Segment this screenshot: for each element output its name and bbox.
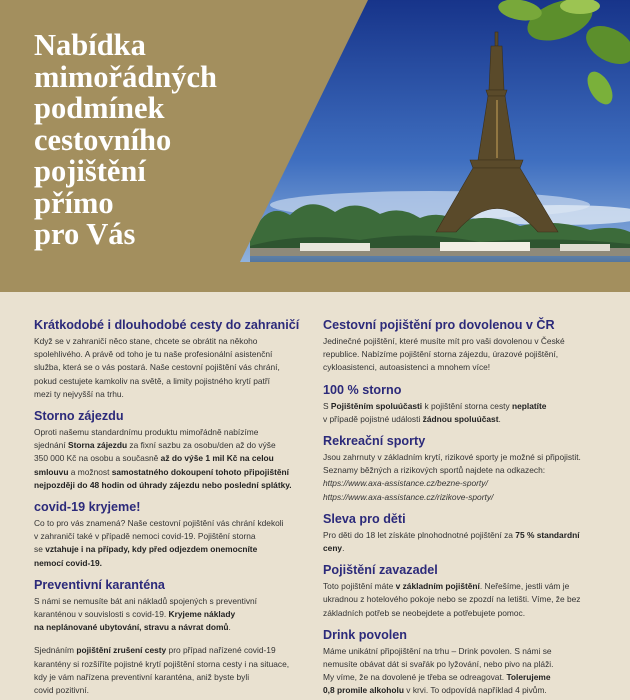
text-segment: nemusíte obávat dát si svařák po lyžování, nebo pivo na pláži.: [323, 659, 554, 670]
text-segment: .: [228, 622, 231, 633]
section: [34, 578, 304, 635]
text-segment: kdy je vám nařízena preventivní karanténa, aniž byste byli: [34, 671, 250, 682]
text-segment: Storna zájezdu: [68, 440, 128, 451]
text-segment: žádnou spoluúčast: [422, 413, 499, 424]
text-segment: karantény si rozšíříte pojistné krytí pojištění storna cesty i na situace,: [34, 658, 290, 669]
text-segment: k pojištění storna cesty: [422, 400, 512, 411]
text-segment: cykloasistenci, autoasistenci a mnohem více!: [323, 362, 491, 373]
section: [34, 318, 304, 401]
section: [34, 409, 304, 492]
text-segment: spolehlivého. A právě od toho je tu naše profesionální asistenční: [34, 349, 273, 360]
text-segment: 75 % standardní: [515, 529, 580, 540]
text-segment: nejpozději do 48 hodin od úhrady zájezdu nebo poslední splátky.: [34, 479, 292, 490]
section-title: 100 % storno: [323, 382, 402, 397]
text-segment: republice. Nabízíme pojištění storna zájezdu, úrazové pojištění,: [323, 349, 559, 360]
section-title: Storno zájezdu: [34, 409, 124, 424]
section-title: Pojištění zavazadel: [323, 563, 438, 578]
text-segment: vztahuje i na případy, kdy před odjezdem onemocníte: [45, 544, 258, 555]
link-text[interactable]: https://www.axa-assistance.cz/rizikove-sporty/: [323, 491, 494, 502]
text-segment: . Neřešíme, jestli vám je: [479, 581, 570, 592]
section: [323, 318, 603, 375]
section: [323, 563, 603, 620]
hero-title: [34, 30, 254, 251]
text-segment: Když se v zahraničí něco stane, chcete se obrátit na někoho: [34, 336, 258, 346]
hero-title-line: pro Vás: [34, 217, 136, 251]
right-column: [323, 318, 603, 700]
hero-title-line: pojištění: [34, 154, 146, 188]
section-title: Preventivní karanténa: [34, 577, 165, 592]
text-segment: pro případ nařízené covid-19: [166, 645, 276, 656]
section-text: [323, 529, 603, 555]
hero-title-line: přímo: [34, 185, 114, 220]
section: [34, 644, 304, 697]
text-segment: na neplánované ubytování, stravu a návrat domů: [34, 622, 229, 633]
text-segment: Pojištěním spoluúčasti: [330, 400, 423, 411]
text-segment: ceny: [323, 543, 343, 554]
text-segment: Tolerujeme: [506, 672, 551, 683]
text-segment: nemocí covid-19.: [34, 557, 102, 568]
section-text: [323, 645, 603, 698]
section-text: [34, 426, 304, 492]
text-segment: My víme, že na dovolené je třeba se odreagovat.: [323, 672, 507, 683]
section-text: [323, 451, 603, 504]
text-segment: .: [342, 543, 345, 554]
text-segment: Pro děti do 18 let získáte plnohodnotné pojištění za: [323, 529, 516, 540]
section-title: covid-19 kryjeme!: [34, 500, 141, 515]
text-segment: Jedinečné pojištění, které musíte mít pro vaši dovolenou v České: [323, 336, 565, 346]
hero-banner: [0, 0, 630, 292]
text-segment: 350 000 Kč na osobu a současně: [34, 453, 161, 464]
left-column: [34, 318, 304, 700]
hero-title-line: mimořádných: [34, 59, 217, 94]
text-segment: pokud cestujete kamkoliv na světě, a limity pojistného krytí patří: [34, 375, 271, 386]
text-segment: S námi se nemusíte bát ani nákladů spojených s preventivní: [34, 595, 257, 606]
text-segment: Seznamy běžných a rizikových sportů najdete na odkazech:: [323, 465, 546, 476]
text-segment: S: [323, 400, 331, 411]
section-title: Krátkodobé i dlouhodobé cesty do zahraničí: [34, 318, 300, 332]
text-segment: Oproti našemu standardnímu produktu mimořádně nabízíme: [34, 427, 259, 438]
section-text: [323, 400, 603, 426]
hero-title-line: cestovního: [34, 122, 172, 157]
text-segment: se: [34, 544, 46, 555]
text-segment: neplatíte: [511, 400, 547, 411]
section: [323, 512, 603, 555]
text-segment: Kryjeme náklady: [168, 609, 236, 620]
text-segment: v základním pojištění: [395, 581, 480, 592]
text-segment: samostatného dokoupení tohoto připojištění: [111, 466, 290, 477]
section-text: [323, 580, 603, 620]
section: [323, 628, 603, 698]
text-segment: Toto pojištění máte: [323, 581, 396, 592]
section-title: Drink povolen: [323, 627, 407, 642]
hero-title-line: Nabídka: [34, 28, 146, 62]
text-segment: mezi ty nejvyšší na trhu.: [34, 388, 124, 399]
text-segment: Sjednáním: [34, 645, 77, 656]
link-text[interactable]: https://www.axa-assistance.cz/bezne-sporty/: [323, 478, 488, 489]
text-segment: sjednání: [34, 440, 68, 451]
hero-title-line: podmínek: [34, 91, 165, 125]
section-text: [34, 644, 304, 697]
text-segment: pojištění zrušení cesty: [76, 645, 167, 656]
text-segment: ukradnou z hotelového pokoje nebo se zpozdí na letišti. Víme, že bez: [323, 594, 581, 605]
text-segment: základních potřeb se neobejdete a potřebujete pomoc.: [323, 607, 526, 618]
section-text: [34, 335, 304, 401]
section-title: Cestovní pojištění pro dovolenou v ČR: [323, 318, 555, 332]
text-segment: Máme unikátní připojištění na trhu – Drink povolen. S námi se: [323, 645, 552, 656]
text-segment: Co to pro vás znamená? Naše cestovní pojištění vás chrání kdekoli: [34, 518, 284, 529]
text-segment: v zahraničí také v případě nemoci covid-19. Pojištění storna: [34, 531, 256, 542]
section: [323, 434, 603, 504]
text-segment: v případě pojistné události: [323, 413, 423, 424]
text-segment: služba, která se o vás postará. Naše cestovní pojištění vás chrání,: [34, 362, 280, 373]
section-text: [323, 335, 603, 375]
section-title: Rekreační sporty: [323, 434, 426, 449]
text-segment: covid pozitivní.: [34, 685, 89, 696]
text-segment: Jsou zahrnuty v základním krytí, rizikové sporty je možné si připojistit.: [323, 452, 581, 463]
section-title: Sleva pro děti: [323, 511, 406, 526]
text-segment: .: [498, 413, 501, 424]
text-segment: smlouvu: [34, 466, 69, 477]
text-segment: a možnost: [68, 466, 112, 477]
section: [323, 383, 603, 426]
text-segment: až do výše 1 mil Kč na celou: [160, 453, 274, 464]
section-text: [34, 517, 304, 570]
text-segment: v krvi. To odpovídá například 4 pivům.: [403, 685, 547, 696]
text-segment: karanténou v souvislosti s covid-19.: [34, 609, 169, 620]
section: [34, 500, 304, 570]
text-segment: za fixní sazbu za osobu/den až do výše: [127, 440, 276, 451]
text-segment: 0,8 promile alkoholu: [323, 685, 404, 696]
section-text: [34, 595, 304, 635]
